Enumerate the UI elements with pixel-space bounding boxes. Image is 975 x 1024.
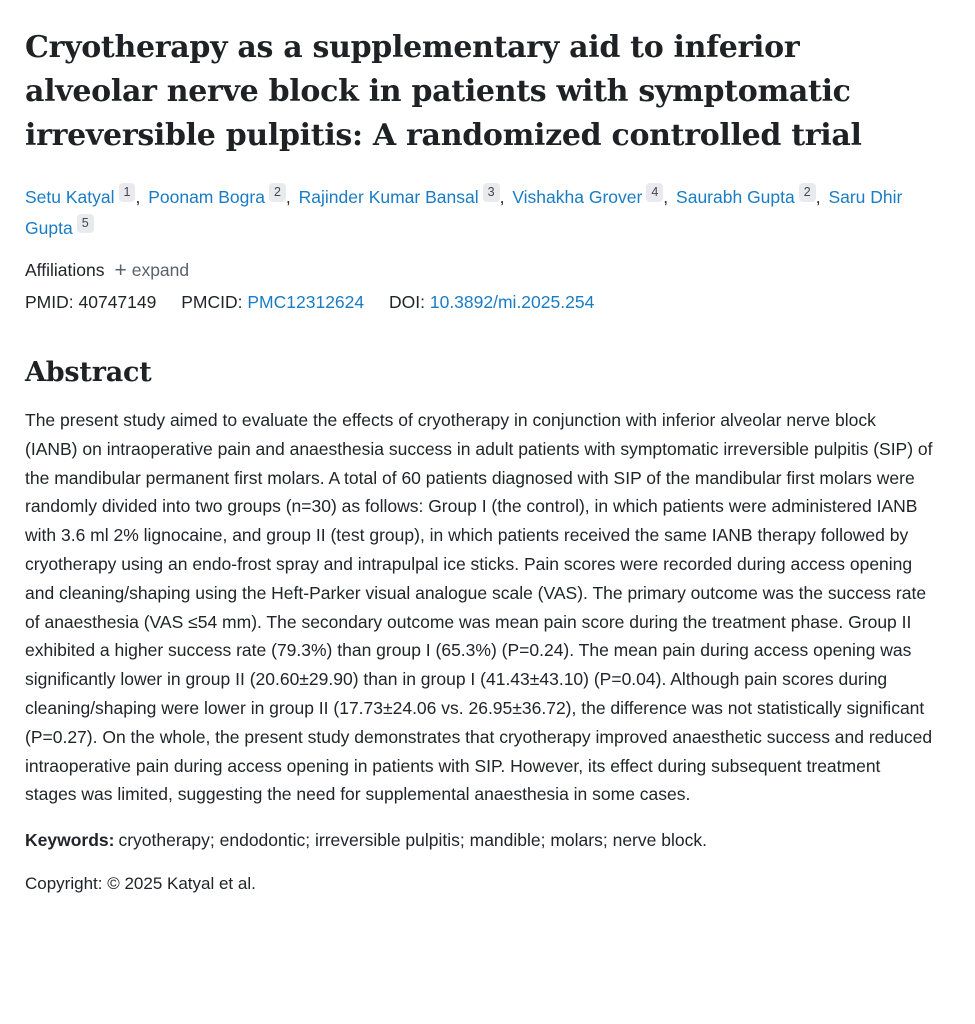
expand-affiliations-button[interactable] bbox=[114, 260, 189, 281]
author-list bbox=[25, 182, 930, 244]
author bbox=[299, 187, 508, 207]
author-link[interactable]: Rajinder Kumar Bansal bbox=[298, 187, 479, 207]
author-link[interactable]: Poonam Bogra bbox=[148, 187, 265, 207]
affiliation-sup-badge[interactable]: 2 bbox=[799, 183, 816, 202]
affiliation-sup-badge[interactable]: 3 bbox=[483, 183, 500, 202]
author-link[interactable]: Saru Dhir Gupta bbox=[25, 187, 903, 238]
abstract-text: The present study aimed to evaluate the effects of cryotherapy in conjunction with inferior alveolar nerve block (IANB) on intraoperative pain and anaesthesia success in adult patients with symptomatic irreversible pulpitis (SIP) of the mandibular permanent first molars. A total of 60 patients diagnosed with SIP of the mandibular first molars were randomly divided into two groups (n=30) as follows: Group I (the control), in which patients were administered IANB with 3.6 ml 2% lignocaine, and group II (test group), in which patients received the same IANB therapy followed by cryotherapy using an endo-frost spray and intrapulpal ice sticks. Pain scores were recorded during access opening and cleaning/shaping using the Heft-Parker visual analogue scale (VAS). The primary outcome was the success rate of anaesthesia (VAS ≤54 mm). The secondary outcome was mean pain score during the treatment phase. Group II exhibited a higher success rate (79.3%) than group I (65.3%) (P=0.24). The mean pain during access opening was significantly lower in group II (20.60±29.90) than in group I (41.43±43.10) (P=0.04). Although pain scores during cleaning/shaping were lower in group II (17.73±24.06 vs. 26.95±36.72), the difference was not statistically significant (P=0.27). On the whole, the present study demonstrates that cryotherapy improved anaesthetic success and reduced intraoperative pain during access opening in patients with SIP. However, its effect during subsequent treatment stages was limited, suggesting the need for supplemental anaesthesia in some cases. bbox=[25, 410, 933, 805]
pmid-item bbox=[25, 292, 156, 312]
doi-label: DOI: bbox=[389, 292, 425, 312]
plus-icon: + bbox=[114, 258, 127, 282]
author-link[interactable]: Saurabh Gupta bbox=[676, 187, 795, 207]
author-separator: , bbox=[815, 187, 821, 207]
keywords-label: Keywords: bbox=[25, 830, 115, 851]
affiliation-sup-badge[interactable]: 5 bbox=[77, 214, 94, 233]
abstract-heading: Abstract bbox=[25, 357, 152, 388]
pmcid-link[interactable]: PMC12312624 bbox=[247, 292, 365, 312]
affiliation-sup-badge[interactable]: 4 bbox=[646, 183, 663, 202]
author-link[interactable]: Setu Katyal bbox=[25, 187, 115, 207]
author bbox=[512, 187, 671, 207]
keywords-text: cryotherapy; endodontic; irreversible pulpitis; mandible; molars; nerve block. bbox=[118, 830, 707, 851]
pmid-label: PMID: bbox=[25, 292, 74, 312]
author bbox=[148, 187, 294, 207]
affiliation-sup-badge[interactable]: 2 bbox=[269, 183, 286, 202]
affiliations-row bbox=[25, 260, 945, 281]
author-separator: , bbox=[285, 187, 291, 207]
author-separator: , bbox=[499, 187, 505, 207]
article-title: Cryotherapy as a supplementary aid to inferior alveolar nerve block in patients with symptomatic irreversible pulpitis: A randomized controlled trial bbox=[25, 30, 862, 153]
author-separator: , bbox=[663, 187, 669, 207]
copyright-line: Copyright: © 2025 Katyal et al. bbox=[25, 874, 256, 894]
doi-item bbox=[389, 292, 594, 312]
affiliations-label: Affiliations bbox=[25, 260, 105, 280]
doi-link[interactable]: 10.3892/mi.2025.254 bbox=[429, 292, 595, 312]
expand-label: expand bbox=[131, 260, 190, 280]
identifiers-row bbox=[25, 292, 945, 313]
keywords-line bbox=[25, 826, 933, 854]
author bbox=[676, 187, 824, 207]
author-link[interactable]: Vishakha Grover bbox=[512, 187, 643, 207]
pmcid-label: PMCID: bbox=[181, 292, 243, 312]
pmid-value: 40747149 bbox=[78, 292, 157, 312]
affiliation-sup-badge[interactable]: 1 bbox=[119, 183, 136, 202]
pmcid-item bbox=[181, 292, 364, 312]
author bbox=[25, 187, 143, 207]
author-separator: , bbox=[135, 187, 141, 207]
